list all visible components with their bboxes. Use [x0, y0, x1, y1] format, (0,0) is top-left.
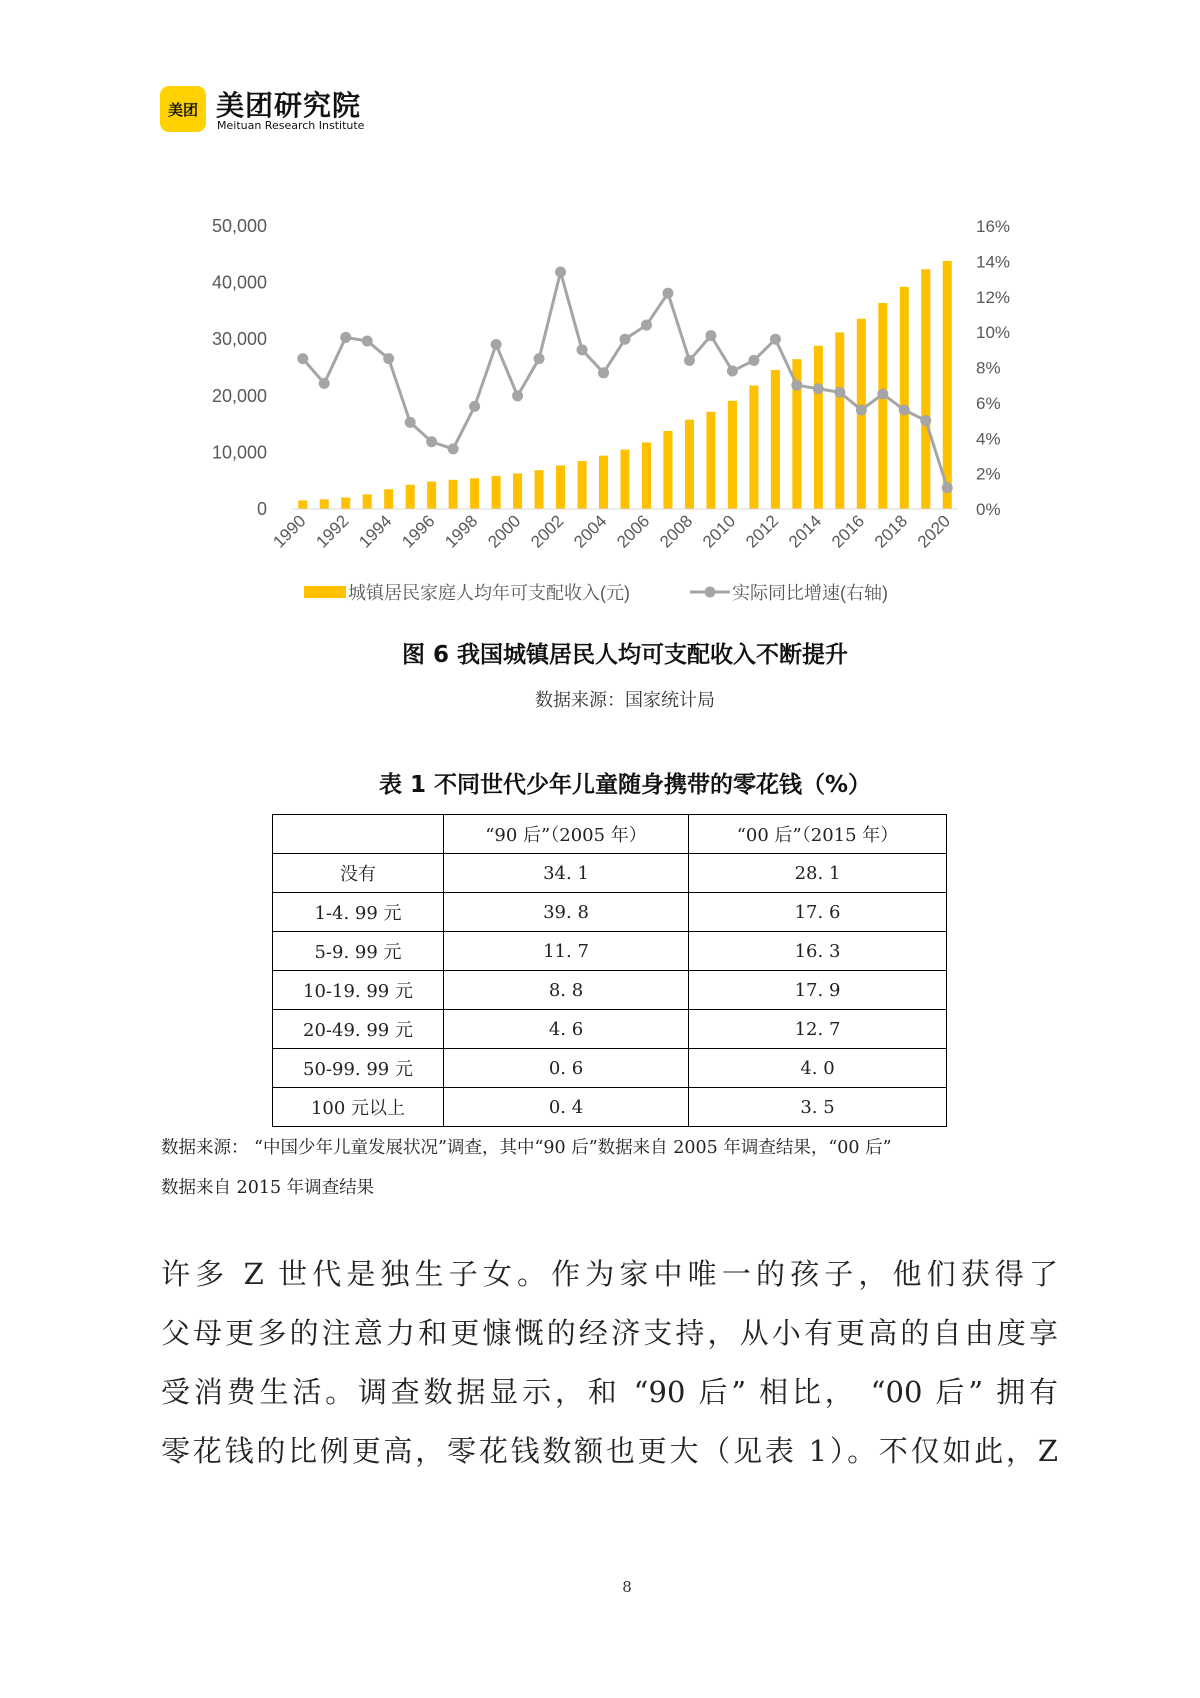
- y-left-tick-label: 40,000: [211, 272, 267, 293]
- table-cell: 34. 1: [444, 854, 689, 893]
- income-bar: [341, 498, 350, 509]
- y-right-tick-label: 2%: [976, 464, 1001, 484]
- table-cell: 没有: [273, 854, 444, 893]
- x-tick-label: 1992: [312, 511, 353, 552]
- x-tick-label: 2000: [484, 511, 525, 552]
- y-left-tick-label: 0: [256, 499, 267, 519]
- growth-point: [340, 332, 351, 343]
- table-row: [273, 932, 947, 971]
- growth-point: [877, 389, 888, 400]
- legend-label-income: 城镇居民家庭人均年可支配收入(元): [348, 583, 630, 603]
- income-bar: [449, 480, 458, 509]
- table-cell: 28. 1: [689, 854, 947, 893]
- x-tick-label: 1994: [355, 511, 396, 552]
- x-tick-label: 1998: [441, 511, 482, 552]
- income-bar: [492, 476, 501, 509]
- table-header-cell: “00 后”（2015 年）: [689, 815, 947, 854]
- income-bar: [728, 401, 737, 509]
- table-cell: 16. 3: [689, 932, 947, 971]
- table-cell: 11. 7: [444, 932, 689, 971]
- growth-point: [512, 390, 523, 401]
- table-cell: 0. 6: [444, 1049, 689, 1088]
- growth-point: [770, 334, 781, 345]
- x-tick-label: 2006: [613, 511, 654, 552]
- growth-point: [942, 482, 953, 493]
- table-header-row: [273, 815, 947, 854]
- growth-point: [620, 334, 631, 345]
- x-tick-label: 2018: [870, 511, 912, 552]
- income-bar: [599, 456, 608, 509]
- table-row: [273, 1088, 947, 1127]
- y-right-tick-label: 14%: [976, 252, 1011, 272]
- logo-mark: 美团: [167, 100, 198, 119]
- figure-source: 数据来源：国家统计局: [535, 690, 715, 711]
- table-cell: 17. 6: [689, 893, 947, 932]
- x-tick-label: 2008: [656, 511, 697, 552]
- growth-point: [748, 355, 759, 366]
- growth-point: [534, 353, 545, 364]
- table-cell: 17. 9: [689, 971, 947, 1010]
- x-tick-label: 2012: [742, 511, 783, 552]
- y-left-tick-label: 10,000: [211, 442, 267, 463]
- y-left-tick-label: 30,000: [211, 329, 267, 350]
- income-bar: [921, 269, 930, 509]
- income-bar: [835, 332, 844, 509]
- y-right-tick-label: 4%: [976, 429, 1001, 449]
- table-cell: 100 元以上: [273, 1088, 444, 1127]
- growth-point: [362, 335, 373, 346]
- table-row: [273, 1010, 947, 1049]
- y-left-tick-label: 20,000: [211, 385, 267, 406]
- income-bar: [943, 261, 952, 509]
- income-bar: [878, 303, 887, 509]
- table-cell: 39. 8: [444, 893, 689, 932]
- income-bar: [363, 494, 372, 509]
- y-right-tick-label: 8%: [976, 358, 1001, 378]
- x-tick-label: 2010: [699, 511, 740, 552]
- y-right-tick-label: 6%: [976, 393, 1001, 413]
- table-header-cell: “90 后”（2005 年）: [444, 815, 689, 854]
- income-bar: [900, 287, 909, 509]
- growth-point: [405, 417, 416, 428]
- x-tick-label: 2002: [527, 511, 568, 552]
- table-row: [273, 971, 947, 1010]
- table-title: 表 1 不同世代少年儿童随身携带的零花钱（%）: [378, 772, 872, 798]
- growth-point: [727, 366, 738, 377]
- growth-point: [920, 415, 931, 426]
- growth-point: [448, 443, 459, 454]
- table-row: [273, 854, 947, 893]
- legend-line-marker: [705, 587, 716, 598]
- income-bar: [406, 485, 415, 509]
- table-row: [273, 893, 947, 932]
- x-tick-label: 2014: [784, 511, 826, 552]
- growth-point: [555, 266, 566, 277]
- income-bar: [556, 465, 565, 509]
- table-cell: 1-4. 99 元: [273, 893, 444, 932]
- table-cell: 8. 8: [444, 971, 689, 1010]
- growth-point: [491, 339, 502, 350]
- logo-title-en: Meituan Research Institute: [217, 119, 365, 132]
- growth-point: [469, 401, 480, 412]
- y-right-tick-label: 0%: [976, 500, 1001, 519]
- legend-bar-swatch: [304, 586, 346, 598]
- growth-point: [834, 387, 845, 398]
- x-tick-label: 2016: [827, 511, 869, 552]
- x-tick-label: 2004: [570, 511, 611, 552]
- growth-point: [383, 353, 394, 364]
- income-bar: [706, 412, 715, 509]
- income-bar: [814, 346, 823, 509]
- table-cell: 4. 6: [444, 1010, 689, 1049]
- table-cell: 10-19. 99 元: [273, 971, 444, 1010]
- table-source-note: 数据来源： “中国少年儿童发展状况”调查，其中“90 后”数据来自 2005 年调查结果，“00 后”: [161, 1138, 892, 1158]
- table-cell: 4. 0: [689, 1049, 947, 1088]
- growth-point: [297, 353, 308, 364]
- figure-caption: 图 6 我国城镇居民人均可支配收入不断提升: [401, 642, 849, 668]
- growth-point: [684, 355, 695, 366]
- income-bar: [384, 489, 393, 509]
- income-bar: [663, 431, 672, 509]
- paragraph-line: 零花钱的比例更高，零花钱数额也更大（见表 1）。不仅如此，Z: [161, 1434, 1058, 1468]
- page-number: 8: [622, 1578, 632, 1596]
- income-bar: [642, 442, 651, 509]
- table-source-note-cont: 数据来自 2015 年调查结果: [161, 1178, 375, 1198]
- income-bar: [685, 420, 694, 509]
- table-cell: 0. 4: [444, 1088, 689, 1127]
- table-cell: 50-99. 99 元: [273, 1049, 444, 1088]
- income-bar: [578, 461, 587, 509]
- income-bar: [513, 473, 522, 509]
- legend-label-growth: 实际同比增速(右轴): [732, 583, 888, 603]
- growth-point: [705, 330, 716, 341]
- income-bar: [535, 470, 544, 509]
- income-bar: [427, 482, 436, 509]
- growth-point: [641, 320, 652, 331]
- paragraph-line: 受消费生活。调查数据显示，和 “90 后” 相比， “00 后” 拥有: [161, 1375, 1058, 1409]
- y-left-tick-label: 50,000: [211, 216, 267, 236]
- income-bar: [298, 500, 307, 509]
- logo-title-cn: 美团研究院: [216, 89, 362, 122]
- income-bar: [620, 450, 629, 509]
- growth-point: [856, 404, 867, 415]
- income-chart: [0, 0, 1200, 620]
- growth-point: [319, 378, 330, 389]
- y-right-tick-label: 12%: [976, 287, 1011, 307]
- table-cell: 20-49. 99 元: [273, 1010, 444, 1049]
- table-header-cell: [273, 815, 444, 854]
- income-bar: [470, 478, 479, 509]
- x-tick-label: 2020: [913, 511, 955, 552]
- growth-point: [813, 383, 824, 394]
- y-right-tick-label: 10%: [976, 323, 1011, 343]
- growth-point: [899, 404, 910, 415]
- growth-point: [577, 344, 588, 355]
- paragraph-line: 许多 Z 世代是独生子女。作为家中唯一的孩子，他们获得了: [161, 1257, 1058, 1291]
- pocket-money-table: [272, 814, 947, 1127]
- income-bar: [771, 370, 780, 509]
- income-bar: [320, 499, 329, 509]
- x-tick-label: 1996: [398, 511, 439, 552]
- income-bar: [749, 386, 758, 509]
- growth-point: [791, 380, 802, 391]
- growth-point: [662, 288, 673, 299]
- y-right-tick-label: 16%: [976, 217, 1011, 236]
- paragraph-line: 父母更多的注意力和更慷慨的经济支持，从小有更高的自由度享: [161, 1316, 1058, 1350]
- table-cell: 3. 5: [689, 1088, 947, 1127]
- x-tick-label: 1990: [269, 511, 310, 552]
- growth-point: [598, 367, 609, 378]
- table-cell: 5-9. 99 元: [273, 932, 444, 971]
- table-cell: 12. 7: [689, 1010, 947, 1049]
- growth-point: [426, 436, 437, 447]
- table-row: [273, 1049, 947, 1088]
